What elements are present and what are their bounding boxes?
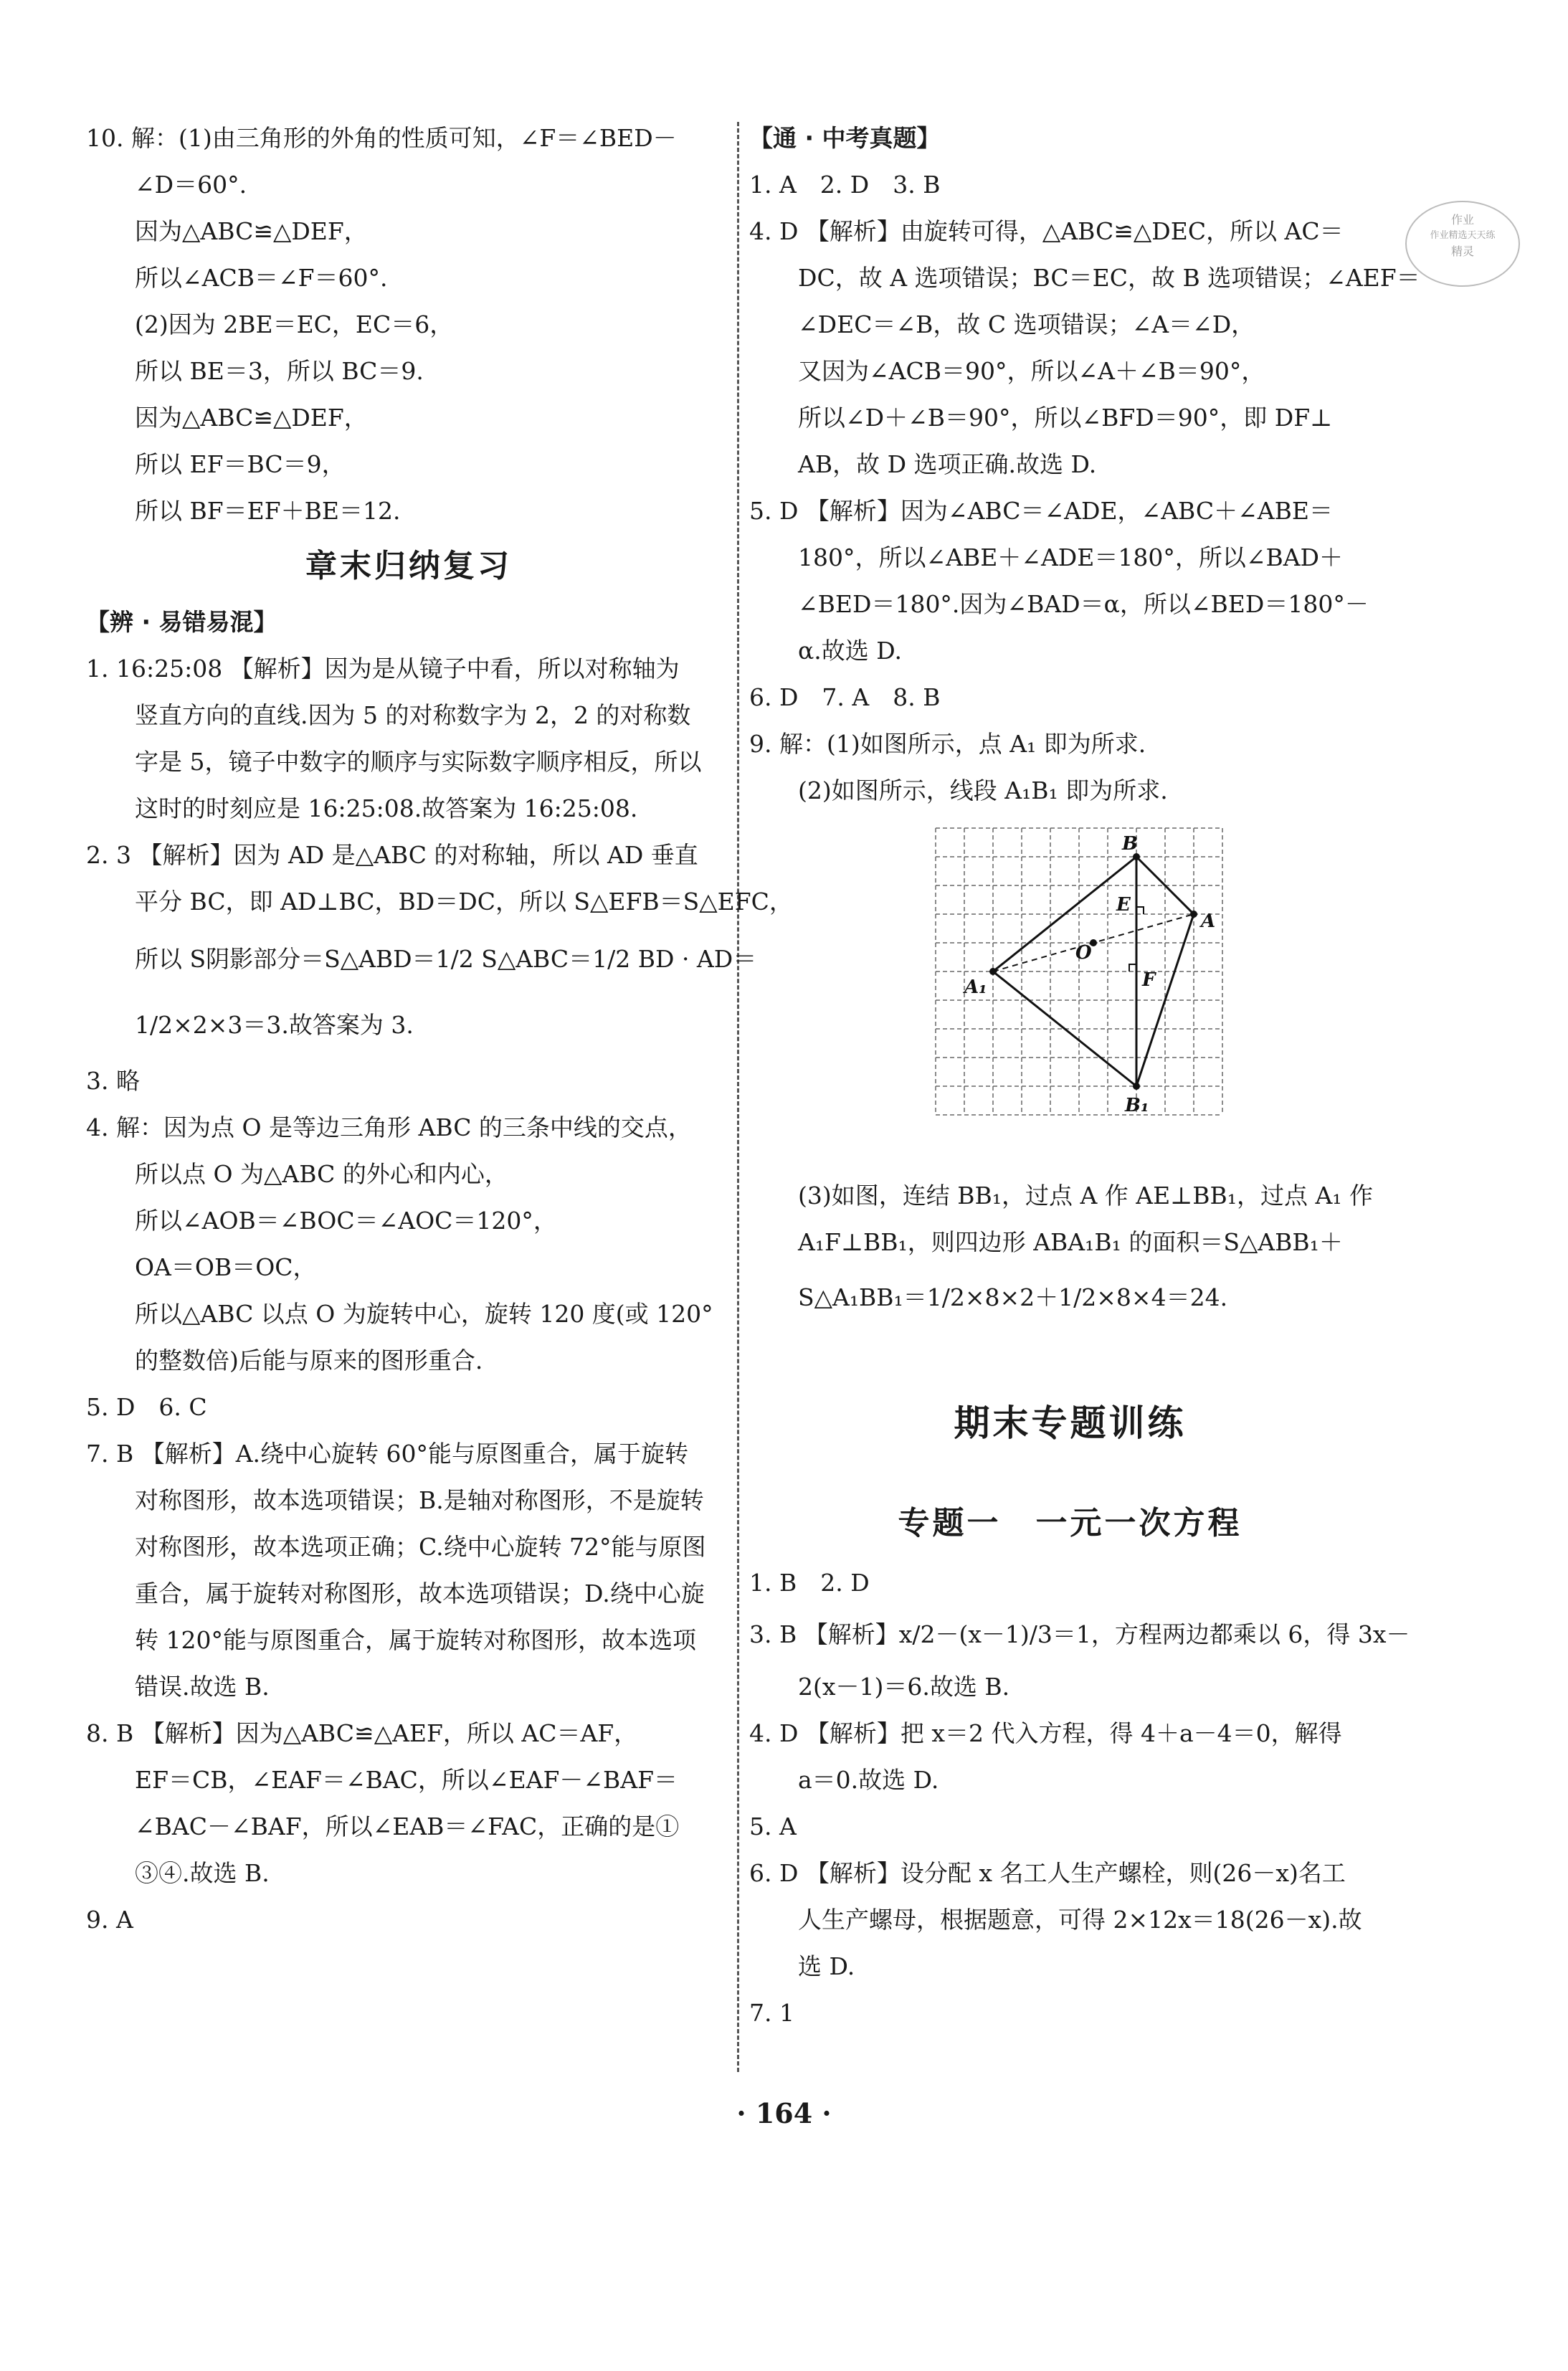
label-o: O: [1075, 942, 1092, 964]
text-line: 的整数倍)后能与原来的图形重合.: [135, 1346, 483, 1374]
text-line: 所以∠ACB＝∠F＝60°.: [135, 264, 388, 292]
text-line: 8. B 【解析】因为△ABC≌△AEF，所以 AC＝AF，: [86, 1719, 638, 1747]
text-line: 3. 略: [86, 1067, 140, 1095]
text-line: 错误.故选 B.: [135, 1673, 270, 1701]
text-line: 6. D 【解析】设分配 x 名工人生产螺栓，则(26－x)名工: [749, 1859, 1346, 1887]
stamp-line-1: 作业: [1450, 213, 1474, 227]
text-line: 9. A: [86, 1906, 133, 1934]
section-title: 章末归纳复习: [305, 548, 512, 584]
stamp-line-2: 作业精选天天练: [1430, 230, 1496, 241]
text-line: 1. A 2. D 3. B: [749, 171, 941, 199]
geometry-figure: [749, 821, 1391, 1172]
text-line: 7. B 【解析】A.绕中心旋转 60°能与原图重合，属于旋转: [86, 1440, 689, 1468]
text-line: 选 D.: [798, 1952, 855, 1980]
text-line: 转 120°能与原图重合，属于旋转对称图形，故本选项: [135, 1626, 696, 1654]
point-a1: [989, 968, 997, 975]
text-line: 又因为∠ACB＝90°，所以∠A＋∠B＝90°，: [798, 357, 1265, 385]
point-a: [1190, 911, 1197, 918]
text-line: 因为△ABC≌△DEF，: [135, 217, 368, 245]
sub-label: 【通 · 中考真题】: [749, 124, 941, 152]
right-column: [749, 115, 1420, 2036]
text-line: 4. 解：因为点 O 是等边三角形 ABC 的三条中线的交点，: [86, 1113, 692, 1141]
text-line: 所以 BE＝3，所以 BC＝9.: [135, 357, 424, 385]
text-line: ∠BED＝180°.因为∠BAD＝α，所以∠BED＝180°－: [798, 590, 1369, 618]
text-line: (2)因为 2BE＝EC，EC＝6，: [135, 310, 454, 338]
label-e: E: [1116, 894, 1131, 916]
grid-lines: [936, 828, 1222, 1115]
text-line: 9. 解：(1)如图所示，点 A₁ 即为所求.: [749, 730, 1146, 758]
text-line: AB，故 D 选项正确.故选 D.: [798, 450, 1097, 478]
text-line: 所以∠AOB＝∠BOC＝∠AOC＝120°，: [135, 1207, 557, 1235]
text-line: 所以 EF＝BC＝9，: [135, 450, 346, 478]
watermark-stamp: [1405, 201, 1520, 287]
text-line: 所以 BF＝EF＋BE＝12.: [135, 497, 401, 525]
text-line: OA＝OB＝OC，: [135, 1253, 317, 1281]
text-line: 这时的时刻应是 16:25:08.故答案为 16:25:08.: [135, 794, 638, 822]
stamp-line-3: 精灵: [1450, 244, 1474, 258]
text-line: 7. 1: [749, 1999, 794, 2027]
text-line: ∠BAC－∠BAF，所以∠EAB＝∠FAC，正确的是①: [135, 1812, 680, 1840]
text-line: 5. D 【解析】因为∠ABC＝∠ADE，∠ABC＋∠ABE＝: [749, 497, 1333, 525]
text-line: 字是 5，镜子中数字的顺序与实际数字顺序相反，所以: [135, 748, 702, 776]
text-line: 因为△ABC≌△DEF，: [135, 404, 368, 432]
text-line: 平分 BC，即 AD⊥BC，BD＝DC，所以 S△EFB＝S△EFC，: [135, 888, 793, 916]
text-line: 5. A: [749, 1812, 797, 1840]
text-line: 所以 S阴影部分＝S△ABD＝1/2 S△ABC＝1/2 BD · AD＝: [135, 945, 757, 973]
section-title: 期末专题训练: [954, 1402, 1187, 1444]
text-line: 2(x－1)＝6.故选 B.: [798, 1673, 1010, 1701]
text-line: 所以△ABC 以点 O 为旋转中心，旋转 120 度(或 120°: [135, 1300, 713, 1328]
text-line: ∠DEC＝∠B，故 C 选项错误；∠A＝∠D，: [798, 310, 1255, 338]
page-number: · 164 ·: [736, 2097, 832, 2129]
label-b1: B₁: [1125, 1095, 1149, 1116]
text-line: α.故选 D.: [798, 637, 903, 665]
sub-label: 【辨 · 易错易混】: [86, 608, 277, 636]
label-b: B: [1122, 833, 1138, 855]
text-line: 4. D 【解析】把 x＝2 代入方程，得 4＋a－4＝0，解得: [749, 1719, 1342, 1747]
grid-figure-svg: [921, 821, 1237, 1165]
text-line: 1. B 2. D: [749, 1569, 870, 1597]
point-b1: [1133, 1083, 1140, 1090]
text-line: S△A₁BB₁＝1/2×8×2＋1/2×8×4＝24.: [798, 1283, 1228, 1311]
text-line: 2. 3 【解析】因为 AD 是△ABC 的对称轴，所以 AD 垂直: [86, 841, 698, 869]
text-line: 竖直方向的直线.因为 5 的对称数字为 2，2 的对称数: [135, 701, 691, 729]
label-a1: A₁: [964, 977, 987, 998]
text-line: (2)如图所示，线段 A₁B₁ 即为所求.: [798, 776, 1168, 804]
text-line: A₁F⊥BB₁，则四边形 ABA₁B₁ 的面积＝S△ABB₁＋: [798, 1228, 1343, 1256]
text-line: 对称图形，故本选项错误；B.是轴对称图形，不是旋转: [135, 1486, 704, 1514]
text-line: 1/2×2×3＝3.故答案为 3.: [135, 1011, 414, 1039]
text-line: DC，故 A 选项错误；BC＝EC，故 B 选项错误；∠AEF＝: [798, 264, 1420, 292]
text-line: 所以∠D＋∠B＝90°，所以∠BFD＝90°，即 DF⊥: [798, 404, 1333, 432]
column-divider: [737, 122, 739, 2072]
text-line: (3)如图，连结 BB₁，过点 A 作 AE⊥BB₁，过点 A₁ 作: [798, 1182, 1373, 1210]
topic-title: 专题一 一元一次方程: [898, 1505, 1242, 1541]
text-line: 重合，属于旋转对称图形，故本选项错误；D.绕中心旋: [135, 1579, 705, 1607]
text-line: 1. 16:25:08 【解析】因为是从镜子中看，所以对称轴为: [86, 655, 680, 683]
text-line: 6. D 7. A 8. B: [749, 683, 941, 711]
text-line: 4. D 【解析】由旋转可得，△ABC≌△DEC，所以 AC＝: [749, 217, 1344, 245]
text-line: a＝0.故选 D.: [798, 1766, 939, 1794]
text-line: EF＝CB，∠EAF＝∠BAC，所以∠EAF－∠BAF＝: [135, 1766, 678, 1794]
text-line: 对称图形，故本选项正确；C.绕中心旋转 72°能与原图: [135, 1533, 706, 1561]
label-f: F: [1142, 969, 1156, 991]
text-line: 所以点 O 为△ABC 的外心和内心，: [135, 1160, 508, 1188]
text-line: ∠D＝60°.: [135, 171, 247, 199]
label-a: A: [1201, 911, 1216, 932]
text-line: 3. B 【解析】x/2－(x－1)/3＝1，方程两边都乘以 6，得 3x－: [749, 1620, 1410, 1648]
text-line: 180°，所以∠ABE＋∠ADE＝180°，所以∠BAD＋: [798, 543, 1344, 571]
text-line: ③④.故选 B.: [135, 1859, 270, 1887]
text-line: 人生产螺母，根据题意，可得 2×12x＝18(26－x).故: [798, 1906, 1362, 1934]
text-line: 10. 解：(1)由三角形的外角的性质可知，∠F＝∠BED－: [86, 124, 677, 152]
text-line: 5. D 6. C: [86, 1393, 207, 1421]
